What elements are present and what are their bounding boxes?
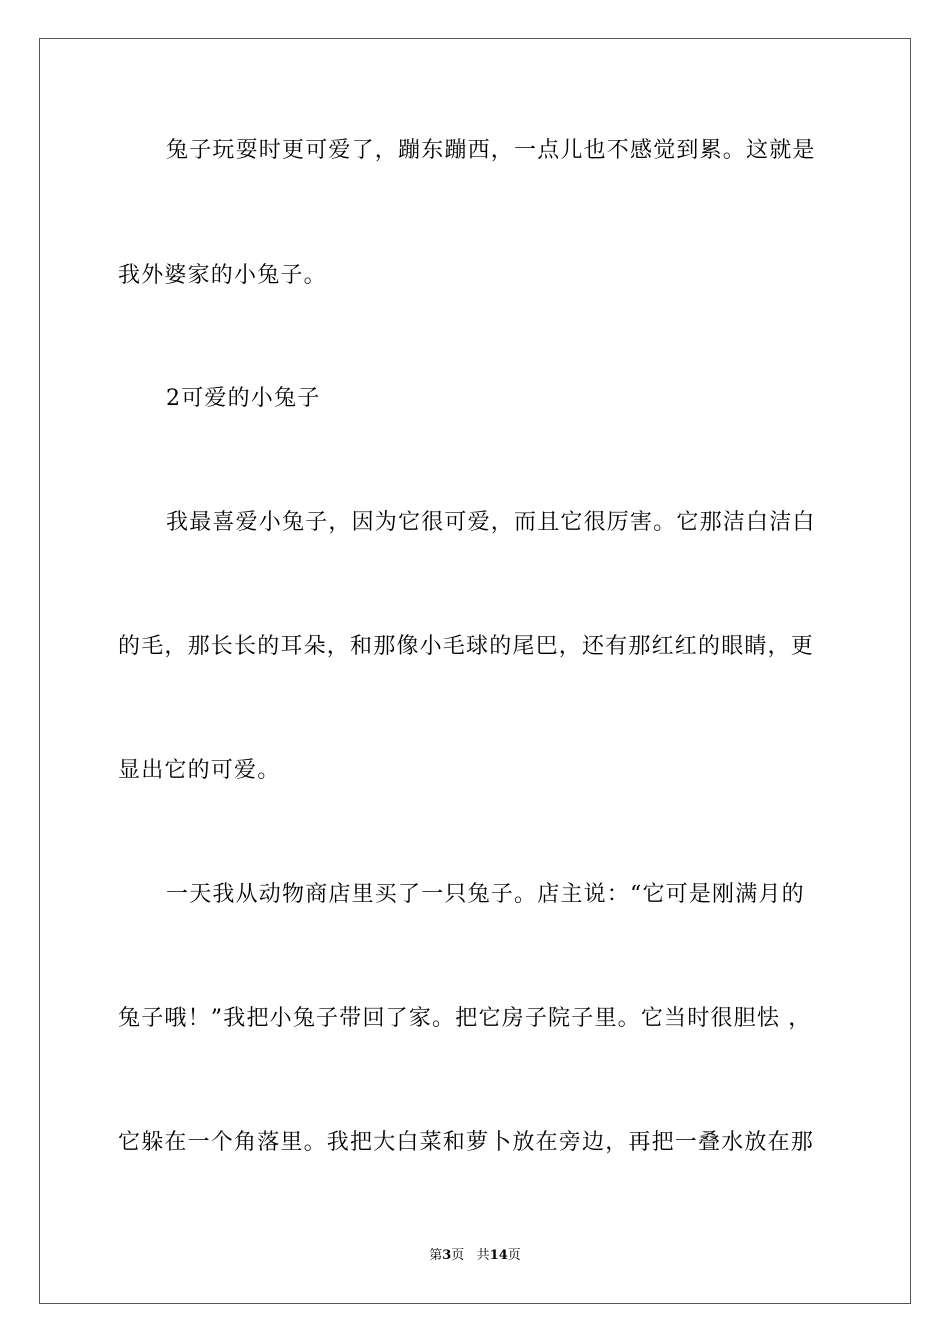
page-frame: [39, 38, 911, 1304]
footer-total-pages: 14: [489, 1248, 508, 1263]
footer-page-prefix: 第: [429, 1248, 443, 1263]
footer-total-suffix: 页: [507, 1248, 521, 1263]
paragraph-line: 的毛，那长长的耳朵，和那像小毛球的尾巴，还有那红红的眼睛，更: [118, 634, 815, 659]
paragraph-line: 显出它的可爱。: [118, 758, 281, 783]
paragraph-line: 兔子玩耍时更可爱了，蹦东蹦西，一点儿也不感觉到累。这就是: [166, 138, 816, 163]
paragraph-line: 它躲在一个角落里。我把大白菜和萝卜放在旁边，再把一叠水放在那: [118, 1130, 815, 1155]
footer-total-prefix: 共: [476, 1248, 490, 1263]
footer-page-number: 3: [442, 1248, 452, 1263]
footer-page-suffix: 页: [451, 1248, 465, 1263]
paragraph-line: 我外婆家的小兔子。: [118, 263, 327, 288]
paragraph-line: 一天我从动物商店里买了一只兔子。店主说：“它可是刚满月的: [166, 882, 805, 907]
paragraph-line: 我最喜爱小兔子，因为它很可爱，而且它很厉害。它那洁白洁白: [166, 510, 816, 535]
paragraph-line: 兔子哦！”我把小兔子带回了家。把它房子院子里。它当时很胆怯 ，: [118, 1006, 812, 1031]
page-footer: [0, 1247, 950, 1265]
section-heading: 2可爱的小兔子: [166, 386, 321, 411]
